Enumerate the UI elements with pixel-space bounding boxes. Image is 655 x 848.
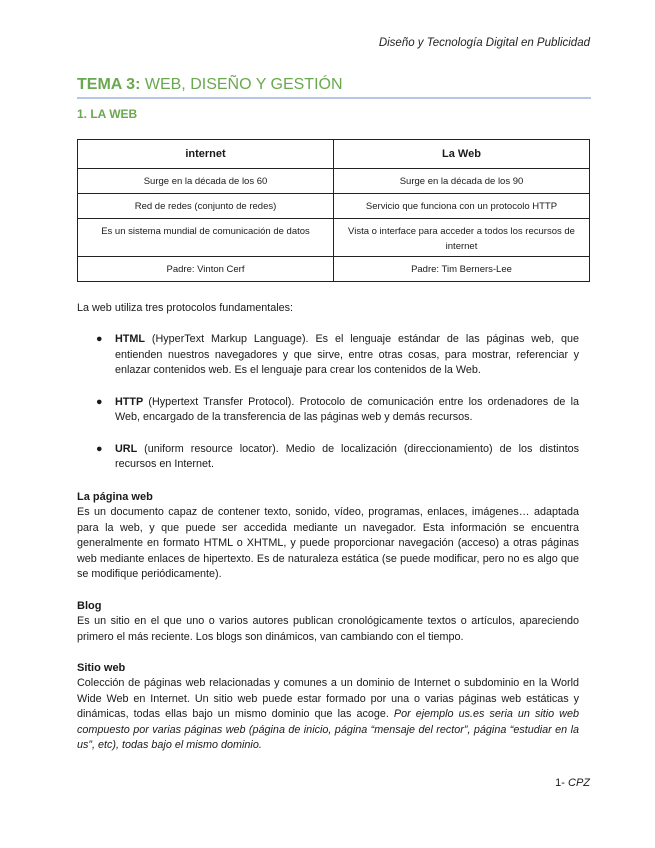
table-cell: Red de redes (conjunto de redes) — [78, 194, 334, 219]
protocol-description: (HyperText Markup Language). Es el lenguaje estándar de las páginas web, que entienden nuestros navegadores y que sirve, entre otras cosas, para mostrar, referenciar y enlazar contenidos web. Es el lenguaje para crear los contenidos de la Web. — [115, 333, 579, 376]
table-cell: Es un sistema mundial de comunicación de datos — [78, 219, 334, 257]
table-header-web: La Web — [334, 140, 590, 169]
topic-number: TEMA 3: — [77, 76, 141, 93]
bullet-icon: ● — [96, 395, 103, 408]
running-header: Diseño y Tecnología Digital en Publicidad — [378, 37, 590, 49]
bullet-icon: ● — [96, 333, 103, 345]
table-row — [78, 169, 590, 194]
sitio-web-body: Colección de páginas web relacionadas y comunes a un dominio de Internet o subdominio en la World Wide Web en Internet. Un sitio web puede estar formado por una o varias páginas web estáticas y dinámicas, todas ellas bajo un mismo dominio que las acoge. — [77, 677, 579, 720]
section-title: 1. LA WEB — [77, 107, 138, 121]
sitio-web-section — [77, 661, 579, 754]
table-cell: Padre: Tim Berners-Lee — [334, 257, 590, 282]
table-header-internet: internet — [78, 140, 334, 169]
table-cell: Vista o interface para acceder a todos los recursos de internet — [334, 219, 590, 257]
table-cell: Padre: Vinton Cerf — [78, 257, 334, 282]
pagina-web-section — [77, 490, 579, 583]
table-cell: Surge en la década de los 60 — [78, 169, 334, 194]
protocols-intro: La web utiliza tres protocolos fundamentales: — [77, 302, 294, 314]
blog-body: Es un sitio en el que uno o varios autores publican cronológicamente textos o artículos, apareciendo primero el más reciente. Los blogs son dinámicos, van cambiando con el tiempo. — [77, 615, 579, 643]
table-row — [78, 257, 590, 282]
sitio-web-example: Por ejemplo us.es seria un sitio web compuesto por varias páginas web (página de inicio, página “mensaje del rector”, página “estudiar en la us”, etc), todas bajo el mismo dominio. — [77, 708, 579, 751]
list-item — [77, 332, 579, 379]
protocol-term: URL — [115, 442, 138, 455]
author-initials: CPZ — [568, 777, 590, 789]
protocol-term: HTML — [115, 333, 145, 345]
table-cell: Servicio que funciona con un protocolo HTTP — [334, 194, 590, 219]
table-header-row — [78, 140, 590, 169]
page-number: 1- — [555, 777, 568, 789]
list-item — [77, 442, 579, 473]
blog-heading: Blog — [77, 600, 102, 612]
table-cell: Surge en la década de los 90 — [334, 169, 590, 194]
table-row — [78, 194, 590, 219]
pagina-web-heading: La página web — [77, 491, 153, 503]
sitio-web-heading: Sitio web — [77, 662, 126, 674]
list-item — [77, 395, 579, 426]
blog-section — [77, 599, 579, 645]
protocol-term: HTTP — [115, 395, 144, 408]
table-row — [78, 219, 590, 257]
protocol-description: (uniform resource locator). Medio de localización (direccionamiento) de los distintos recursos en Internet. — [115, 442, 579, 470]
topic-title — [77, 76, 591, 99]
topic-name: WEB, DISEÑO Y GESTIÓN — [140, 76, 343, 93]
page-footer — [555, 777, 590, 789]
comparison-table — [77, 139, 590, 282]
protocol-description: (Hypertext Transfer Protocol). Protocolo de comunicación entre los ordenadores de la Web, encargado de la transferencia de las páginas web y demás recursos. — [115, 395, 579, 423]
bullet-icon: ● — [96, 442, 103, 455]
protocols-list — [77, 332, 579, 489]
pagina-web-body: Es un documento capaz de contener texto, sonido, vídeo, programas, enlaces, imágenes… adaptada para la web, y que puede ser accedida mediante un navegador. Esta información se encuentra generalmente en formato HTML o XHTML, y puede proporcionar navegación (acceso) a otras páginas web mediante enlaces de hipertexto. Es de naturaleza estática (se puede modificar, pero no es algo que se modifique periódicamente). — [77, 506, 579, 580]
